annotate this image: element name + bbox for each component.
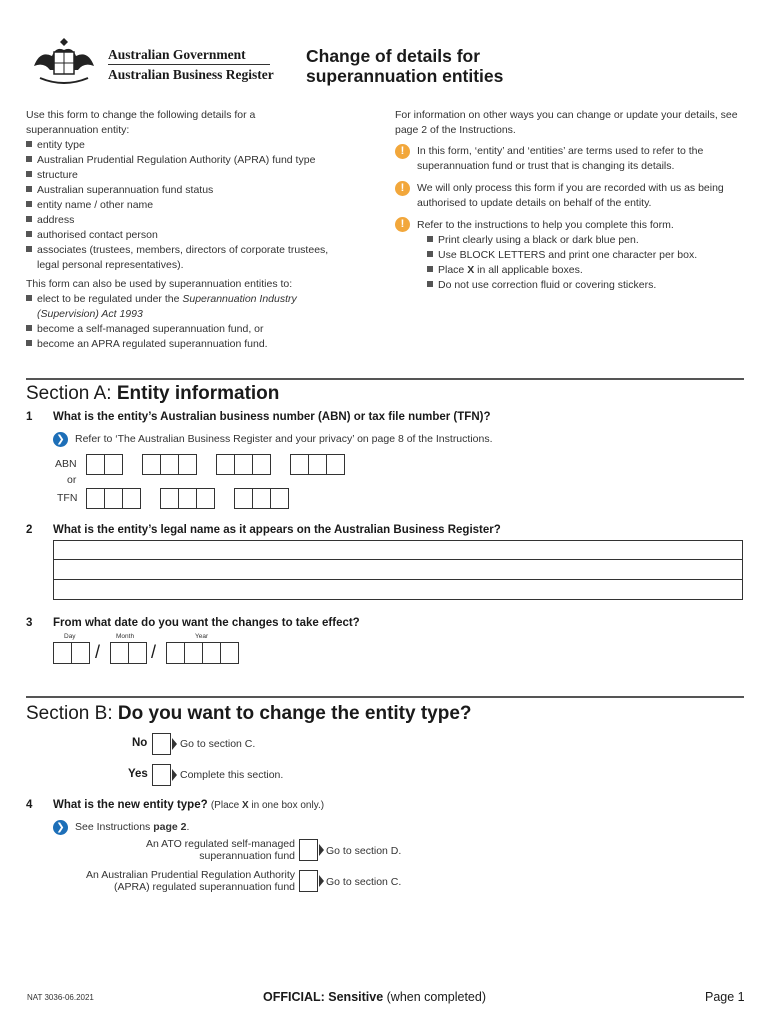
tfn-digit-box[interactable] [252, 488, 271, 509]
gov-line1: Australian Government [108, 47, 246, 62]
intro-list-item: Australian Prudential Regulation Authority (APRA) fund type [26, 153, 347, 168]
month-digit-box[interactable] [128, 642, 147, 664]
abn-digit-box[interactable] [86, 454, 105, 475]
year-digit-box[interactable] [220, 642, 239, 664]
date-slash: / [95, 642, 101, 662]
intro-also-item: become a self-managed superannuation fund, or [26, 322, 356, 337]
q3-question: From what date do you want the changes to take effect? [53, 617, 360, 629]
option-smsf-checkbox[interactable] [299, 839, 318, 861]
year-digit-box[interactable] [202, 642, 221, 664]
section-b-title: Section B: Do you want to change the entity type? [26, 703, 472, 724]
intro-list-item: authorised contact person [26, 228, 347, 243]
note-item: Do not use correction fluid or covering stickers. [427, 278, 747, 293]
yes-action: Complete this section. [180, 769, 284, 781]
q2-number: 2 [26, 524, 33, 536]
government-crest [26, 36, 102, 88]
option-apra-checkbox[interactable] [299, 870, 318, 892]
intro-right-lead: For information on other ways you can change or update your details, see page 2 of the Instructions. [395, 109, 738, 136]
form-code: NAT 3036-06.2021 [27, 993, 94, 1002]
tfn-digit-box[interactable] [122, 488, 141, 509]
q2-question: What is the entity’s legal name as it appears on the Australian Business Register? [53, 524, 501, 536]
intro-also-lead: This form can also be used by superannuation entities to: [26, 278, 293, 290]
abn-digit-box[interactable] [252, 454, 271, 475]
section-a-title: Section A: Entity information [26, 383, 280, 404]
note-item: Place X in all applicable boxes. [427, 263, 747, 278]
abn-label: ABN [55, 458, 77, 470]
date-slash: / [151, 642, 157, 662]
tfn-digit-box[interactable] [270, 488, 289, 509]
q4-question: What is the new entity type? (Place X in one box only.) [53, 799, 325, 811]
warning-icon: ! [395, 144, 410, 159]
title-line2: superannuation entities [306, 66, 504, 86]
pointer-icon [319, 875, 324, 887]
intro-also-item: become an APRA regulated superannuation fund. [26, 337, 356, 352]
pointer-icon [319, 844, 324, 856]
year-digit-box[interactable] [166, 642, 185, 664]
intro-list-item: structure [26, 168, 347, 183]
option-smsf-label: An ATO regulated self-managed superannuation fund [145, 838, 295, 862]
note-authorised: We will only process this form if you are recorded with us as being authorised to update details on behalf of the entity. [417, 182, 724, 209]
tfn-digit-box[interactable] [234, 488, 253, 509]
q1-question: What is the entity’s Australian business number (ABN) or tax file number (TFN)? [53, 411, 491, 423]
note-item: Print clearly using a black or dark blue pen. [427, 233, 747, 248]
tfn-digit-box[interactable] [196, 488, 215, 509]
intro-list [26, 138, 356, 273]
legal-name-line-2[interactable] [53, 560, 743, 580]
year-digit-box[interactable] [184, 642, 203, 664]
day-label: Day [64, 633, 76, 640]
tfn-digit-box[interactable] [160, 488, 179, 509]
arrow-right-icon: ❯ [53, 432, 68, 447]
tfn-digit-box[interactable] [104, 488, 123, 509]
abn-digit-box[interactable] [104, 454, 123, 475]
tfn-label: TFN [57, 492, 78, 504]
pointer-icon [172, 738, 177, 750]
day-digit-box[interactable] [53, 642, 72, 664]
page-number: Page 1 [705, 990, 745, 1004]
tfn-digit-box[interactable] [178, 488, 197, 509]
abn-digit-box[interactable] [234, 454, 253, 475]
title-line1: Change of details for [306, 46, 481, 66]
section-a-rule [26, 378, 744, 380]
month-digit-box[interactable] [110, 642, 129, 664]
no-action: Go to section C. [180, 738, 256, 750]
day-digit-box[interactable] [71, 642, 90, 664]
no-checkbox[interactable] [152, 733, 171, 755]
intro-also-item: elect to be regulated under the Superannuation Industry (Supervision) Act 1993 [26, 292, 347, 322]
page-title [306, 46, 503, 86]
q4-number: 4 [26, 799, 33, 811]
pointer-icon [172, 769, 177, 781]
option-apra-label: An Australian Prudential Regulation Authority (APRA) regulated superannuation fund [86, 869, 295, 893]
q1-number: 1 [26, 411, 33, 423]
note-item: Use BLOCK LETTERS and print one character per box. [427, 248, 747, 263]
no-label: No [132, 737, 148, 749]
year-label: Year [195, 633, 209, 640]
abn-digit-box[interactable] [178, 454, 197, 475]
note-instructions: Refer to the instructions to help you complete this form. Print clearly using a black or dark blue pen. Use BLOCK LETTERS and print one character per box. Place X in all applicable boxes. Do not use correction fluid or covering stickers. [417, 218, 747, 293]
abn-digit-box[interactable] [160, 454, 179, 475]
abn-digit-box[interactable] [290, 454, 309, 475]
month-label: Month [116, 633, 135, 640]
tfn-digit-box[interactable] [86, 488, 105, 509]
intro-list-item: entity name / other name [26, 198, 347, 213]
gov-line2: Australian Business Register [108, 67, 274, 82]
abn-digit-box[interactable] [216, 454, 235, 475]
legal-name-line-1[interactable] [53, 540, 743, 560]
note-entity-terms: In this form, ‘entity’ and ‘entities’ are terms used to refer to the superannuation fund or trust that is changing its details. [417, 145, 704, 172]
or-label: or [67, 474, 77, 486]
warning-icon: ! [395, 217, 410, 232]
q4-reference: See Instructions page 2. [75, 821, 190, 833]
option-apra-action: Go to section C. [326, 876, 402, 888]
yes-label: Yes [128, 768, 148, 780]
intro-left [26, 108, 356, 352]
warning-icon: ! [395, 181, 410, 196]
option-smsf-action: Go to section D. [326, 845, 402, 857]
yes-checkbox[interactable] [152, 764, 171, 786]
abn-digit-box[interactable] [308, 454, 327, 475]
q1-reference: Refer to ‘The Australian Business Register and your privacy’ on page 8 of the Instructions. [75, 433, 493, 445]
intro-list-item: associates (trustees, members, directors of corporate trustees, legal personal representatives). [26, 243, 347, 273]
section-b-rule [26, 696, 744, 698]
gov-name [108, 47, 274, 83]
classification: OFFICIAL: Sensitive (when completed) [263, 990, 486, 1004]
abn-digit-box[interactable] [326, 454, 345, 475]
abn-digit-box[interactable] [142, 454, 161, 475]
intro-list-item: address [26, 213, 347, 228]
legal-name-line-3[interactable] [53, 580, 743, 600]
intro-lead: Use this form to change the following details for a superannuation entity: [26, 109, 256, 136]
arrow-right-icon: ❯ [53, 820, 68, 835]
intro-list-item: Australian superannuation fund status [26, 183, 347, 198]
q3-number: 3 [26, 617, 33, 629]
intro-list-item: entity type [26, 138, 347, 153]
